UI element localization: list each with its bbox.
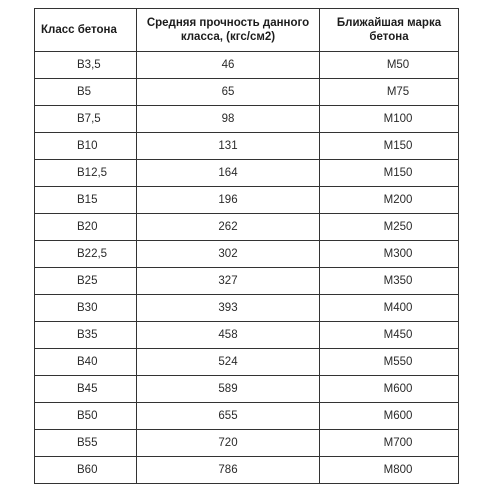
header-row bbox=[35, 9, 459, 52]
average-strength-cell: 164 bbox=[137, 160, 320, 187]
table-row bbox=[35, 214, 459, 241]
table-row bbox=[35, 349, 459, 376]
concrete-class-table bbox=[34, 8, 459, 484]
concrete-class-cell: В25 bbox=[35, 268, 137, 295]
header-average-strength: Средняя прочность данного класса, (кгс/см2) bbox=[137, 9, 320, 52]
concrete-class-cell: В3,5 bbox=[35, 52, 137, 79]
table-row bbox=[35, 457, 459, 484]
average-strength-cell: 262 bbox=[137, 214, 320, 241]
concrete-class-cell: В50 bbox=[35, 403, 137, 430]
nearest-grade-cell: М150 bbox=[320, 133, 459, 160]
header-concrete-class: Класс бетона bbox=[35, 9, 137, 52]
average-strength-cell: 131 bbox=[137, 133, 320, 160]
nearest-grade-cell: М550 bbox=[320, 349, 459, 376]
average-strength-cell: 327 bbox=[137, 268, 320, 295]
nearest-grade-cell: М50 bbox=[320, 52, 459, 79]
table-row bbox=[35, 403, 459, 430]
nearest-grade-cell: М250 bbox=[320, 214, 459, 241]
table-row bbox=[35, 376, 459, 403]
concrete-class-cell: В40 bbox=[35, 349, 137, 376]
nearest-grade-cell: М400 bbox=[320, 295, 459, 322]
concrete-class-cell: В10 bbox=[35, 133, 137, 160]
table-row bbox=[35, 187, 459, 214]
nearest-grade-cell: М600 bbox=[320, 403, 459, 430]
average-strength-cell: 302 bbox=[137, 241, 320, 268]
table-row bbox=[35, 52, 459, 79]
concrete-class-cell: В30 bbox=[35, 295, 137, 322]
concrete-class-cell: В7,5 bbox=[35, 106, 137, 133]
nearest-grade-cell: М600 bbox=[320, 376, 459, 403]
table-row bbox=[35, 241, 459, 268]
header-nearest-grade: Ближайшая марка бетона bbox=[320, 9, 459, 52]
nearest-grade-cell: М700 bbox=[320, 430, 459, 457]
average-strength-cell: 98 bbox=[137, 106, 320, 133]
average-strength-cell: 65 bbox=[137, 79, 320, 106]
average-strength-cell: 196 bbox=[137, 187, 320, 214]
nearest-grade-cell: М75 bbox=[320, 79, 459, 106]
nearest-grade-cell: М450 bbox=[320, 322, 459, 349]
nearest-grade-cell: М350 bbox=[320, 268, 459, 295]
concrete-class-cell: В12,5 bbox=[35, 160, 137, 187]
average-strength-cell: 655 bbox=[137, 403, 320, 430]
average-strength-cell: 46 bbox=[137, 52, 320, 79]
concrete-class-cell: В5 bbox=[35, 79, 137, 106]
concrete-class-cell: В22,5 bbox=[35, 241, 137, 268]
average-strength-cell: 589 bbox=[137, 376, 320, 403]
nearest-grade-cell: М200 bbox=[320, 187, 459, 214]
table-row bbox=[35, 430, 459, 457]
nearest-grade-cell: М800 bbox=[320, 457, 459, 484]
nearest-grade-cell: М300 bbox=[320, 241, 459, 268]
table-row bbox=[35, 295, 459, 322]
concrete-class-cell: В35 bbox=[35, 322, 137, 349]
concrete-class-cell: В20 bbox=[35, 214, 137, 241]
concrete-class-cell: В60 bbox=[35, 457, 137, 484]
table-row bbox=[35, 322, 459, 349]
average-strength-cell: 393 bbox=[137, 295, 320, 322]
nearest-grade-cell: М100 bbox=[320, 106, 459, 133]
table-row bbox=[35, 106, 459, 133]
average-strength-cell: 524 bbox=[137, 349, 320, 376]
concrete-class-cell: В55 bbox=[35, 430, 137, 457]
average-strength-cell: 720 bbox=[137, 430, 320, 457]
table-row bbox=[35, 133, 459, 160]
table-body bbox=[35, 52, 459, 484]
average-strength-cell: 786 bbox=[137, 457, 320, 484]
table-row bbox=[35, 160, 459, 187]
concrete-class-cell: В15 bbox=[35, 187, 137, 214]
table-row bbox=[35, 268, 459, 295]
nearest-grade-cell: М150 bbox=[320, 160, 459, 187]
average-strength-cell: 458 bbox=[137, 322, 320, 349]
table-row bbox=[35, 79, 459, 106]
concrete-class-cell: В45 bbox=[35, 376, 137, 403]
